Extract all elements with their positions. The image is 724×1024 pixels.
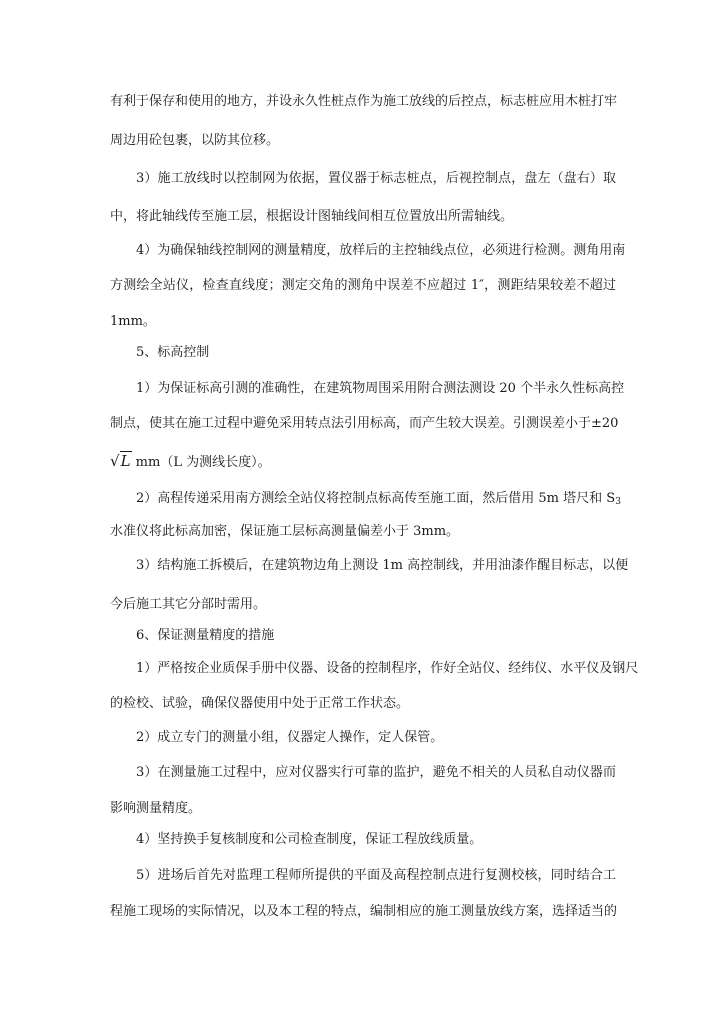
paragraph-line: 4）为确保轴线控制网的测量精度，放样后的主控轴线点位，必须进行检测。测角用南 [136,243,626,258]
paragraph-line-with-formula [110,453,616,471]
paragraph-line: 5）进场后首先对监理工程师所提供的平面及高程控制点进行复测校核，同时结合工 [136,868,616,883]
paragraph-line: 制点，使其在施工过程中避免采用转点法引用标高，而产生较大误差。引测误差小于±20 [110,416,619,431]
paragraph-line: 3）在测量施工过程中，应对仪器实行可靠的监护，避免不相关的人员私自动仪器而 [136,765,616,780]
paragraph-text: 2）高程传递采用南方测绘全站仪将控制点标高传至施工面，然后借用 5m 塔尺和 S [136,491,616,506]
paragraph-line: 中，将此轴线传至施工层，根据设计图轴线间相互位置放出所需轴线。 [110,209,514,224]
paragraph-line: 3）施工放线时以控制网为依据，置仪器于标志桩点，后视控制点，盘左（盘右）取 [136,171,616,186]
paragraph-line: 2）成立专门的测量小组，仪器定人操作，定人保管。 [136,730,444,745]
sqrt-variable: L [120,452,131,470]
paragraph-line: 4）坚持换手复核制度和公司检查制度，保证工程放线质量。 [136,832,483,847]
sqrt-formula [110,453,132,469]
subscript: 3 [615,497,621,507]
paragraph-line: 的检校、试验，确保仪器使用中处于正常工作状态。 [110,696,410,711]
section-heading: 5、标高控制 [136,345,210,360]
paragraph-line: 1）为保证标高引测的准确性，在建筑物周围采用附合测法测设 20 个半永久性标高控 [136,381,625,396]
section-heading: 6、保证测量精度的措施 [136,628,275,643]
paragraph-line-with-subscript [136,491,621,510]
paragraph-line: 今后施工其它分部时需用。 [110,597,267,612]
paragraph-line: 方测绘全站仪，检查直线度；测定交角的测角中误差不应超过 1″，测距结果较差不超过 [110,278,616,293]
paragraph-line: 有利于保存和使用的地方，并设永久性桩点作为施工放线的后控点，标志桩应用木桩打牢 [110,94,618,109]
paragraph-line: 程施工现场的实际情况，以及本工程的特点，编制相应的施工测量放线方案，选择适当的 [110,904,618,919]
paragraph-line: 1）严格按企业质保手册中仪器、设备的控制程序，作好全站仪、经纬仪、水平仪及钢尺 [136,661,639,676]
paragraph-line: 影响测量精度。 [110,801,202,816]
paragraph-line: 3）结构施工拆模后，在建筑物边角上测设 1m 高控制线，并用油漆作醒目标志，以便 [136,558,629,573]
paragraph-line: 周边用砼包裹，以防其位移。 [110,133,280,148]
formula-unit-text: mm（L 为测线长度）。 [135,455,271,470]
paragraph-line: 1mm。 [110,314,156,329]
paragraph-line: 水准仪将此标高加密，保证施工层标高测量偏差小于 3mm。 [110,524,460,539]
sqrt-symbol: √ [110,452,120,470]
